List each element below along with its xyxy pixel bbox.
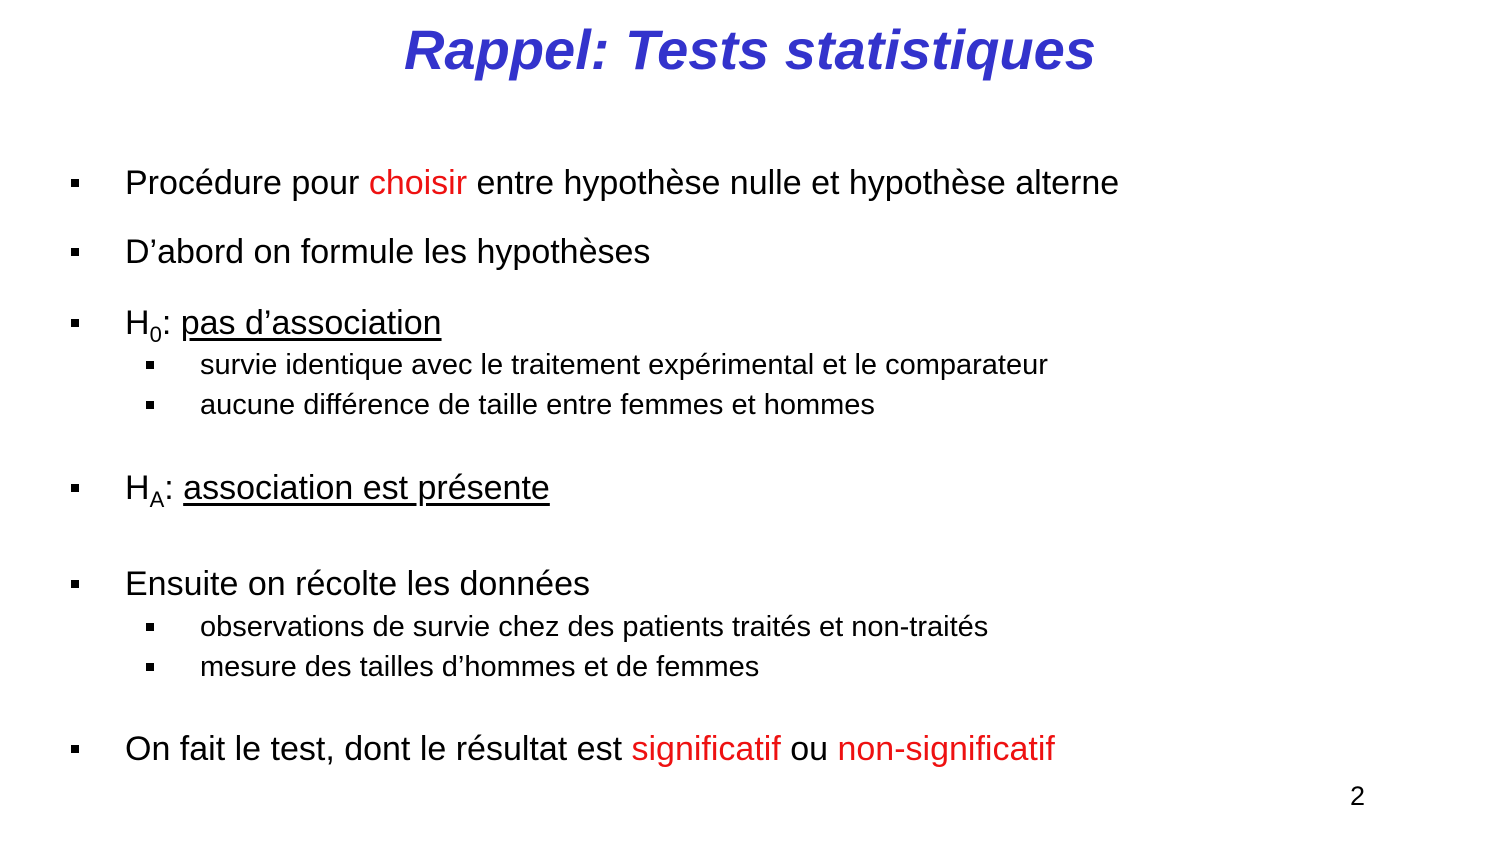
sub-bullet-text: observations de survie chez des patients traités et non-traités [200, 611, 989, 643]
highlight-text: non-significatif [837, 730, 1055, 768]
page-number: 2 [1350, 781, 1366, 811]
bullet-square-icon [146, 401, 154, 409]
bullet-text [125, 729, 1055, 769]
hypothesis-subscript: 0 [149, 322, 162, 347]
bullet-square-icon [146, 361, 154, 369]
bullet-text: Ensuite on récolte les données [125, 565, 590, 603]
bullet-square-icon [71, 179, 79, 187]
bullet-text [125, 163, 1119, 203]
underlined-text: pas d’association [180, 304, 442, 342]
text-segment: : [161, 304, 181, 342]
sub-bullet-text: survie identique avec le traitement expérimental et le comparateur [200, 349, 1048, 381]
highlight-text: choisir [368, 164, 468, 202]
hypothesis-subscript: A [149, 487, 165, 512]
slide-title: Rappel: Tests statistiques [404, 18, 1096, 81]
underlined-text: association est présente [183, 469, 550, 507]
text-segment: : [164, 469, 184, 507]
text-segment: Procédure pour [125, 164, 369, 202]
bullet-text: D’abord on formule les hypothèses [125, 233, 651, 271]
text-segment: entre hypothèse nulle et hypothèse alterne [467, 164, 1120, 202]
hypothesis-symbol: H [125, 469, 150, 507]
bullet-square-icon [71, 580, 79, 588]
text-segment: ou [780, 730, 838, 768]
bullet-square-icon [71, 484, 79, 492]
highlight-text: significatif [631, 730, 781, 768]
bullet-square-icon [71, 319, 79, 327]
sub-bullet-text: aucune différence de taille entre femmes et hommes [200, 389, 875, 421]
hypothesis-symbol: H [125, 304, 150, 342]
bullet-text [125, 303, 442, 347]
bullet-square-icon [71, 248, 79, 256]
sub-bullet-text: mesure des tailles d’hommes et de femmes [200, 651, 760, 683]
bullet-square-icon [146, 623, 154, 631]
text-segment: On fait le test, dont le résultat est [125, 730, 632, 768]
bullet-square-icon [146, 663, 154, 671]
bullet-text [125, 468, 550, 512]
bullet-square-icon [71, 745, 79, 753]
